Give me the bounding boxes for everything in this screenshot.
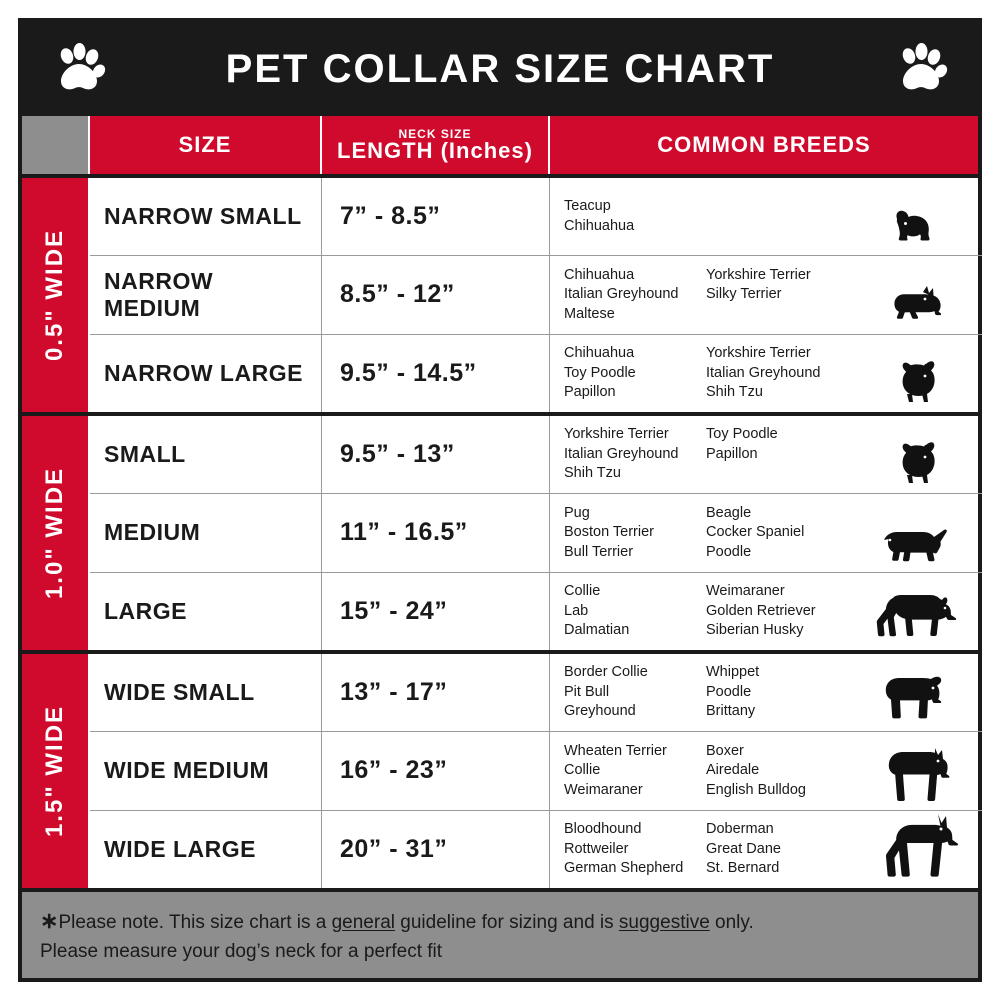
retriever-silhouette [856, 573, 976, 650]
size-group [22, 654, 978, 892]
breed-columns [564, 582, 856, 641]
cell-length: 8.5” - 12” [322, 256, 550, 333]
cell-length: 16” - 23” [322, 732, 550, 809]
breed-columns [564, 663, 856, 722]
breed-column-1 [564, 820, 706, 879]
breed-item: Toy Poodle [564, 364, 636, 381]
note-underline-suggestive: suggestive [618, 912, 710, 933]
cell-length: 13” - 17” [322, 654, 550, 731]
breed-item: Pug [564, 504, 590, 521]
cell-length: 20” - 31” [322, 811, 550, 888]
group-width-text: 1.5" WIDE [41, 704, 69, 838]
note-text-c: only. [709, 912, 754, 933]
breed-item: Rottweiler [564, 840, 629, 857]
cell-size: WIDE MEDIUM [90, 732, 322, 809]
cell-size: NARROW SMALL [90, 178, 322, 255]
breed-column-1 [564, 425, 706, 484]
breed-column-2 [706, 197, 856, 236]
papillon-silhouette [856, 335, 976, 412]
note-line-2: Please measure your dog’s neck for a perfect fit [40, 940, 443, 962]
cell-breeds [550, 256, 982, 333]
group-rows [90, 654, 982, 888]
breed-item: Collie [564, 582, 601, 599]
header-length-label: LENGTH (Inches) [337, 138, 533, 164]
group-width-label [22, 416, 90, 650]
breed-item: Silky Terrier [706, 286, 782, 303]
table-row [90, 732, 982, 810]
breed-item: Chihuahua [564, 344, 635, 361]
group-width-text: 0.5" WIDE [41, 228, 69, 362]
breed-column-2 [706, 663, 856, 722]
breed-column-1 [564, 663, 706, 722]
breed-item: Whippet [706, 664, 760, 681]
header-corner-cell [22, 116, 90, 174]
breed-item: English Bulldog [706, 781, 806, 798]
breed-column-1 [564, 582, 706, 641]
table-row [90, 256, 982, 334]
chart-frame [18, 18, 982, 982]
breed-column-2 [706, 425, 856, 484]
cell-breeds [550, 178, 982, 255]
breed-item: Collie [564, 762, 601, 779]
chihuahua-silhouette [856, 256, 976, 333]
size-chart-table [22, 116, 978, 892]
cell-length: 7” - 8.5” [322, 178, 550, 255]
group-rows [90, 178, 982, 412]
cell-breeds [550, 732, 982, 809]
breed-item: Shih Tzu [564, 465, 621, 482]
boxer-silhouette [856, 732, 976, 809]
breed-item: Italian Greyhound [564, 445, 679, 462]
cell-length: 9.5” - 14.5” [322, 335, 550, 412]
breed-item: Chihuahua [564, 266, 635, 283]
breed-item: Shih Tzu [706, 384, 763, 401]
breed-item: Cocker Spaniel [706, 524, 805, 541]
cell-size: WIDE SMALL [90, 654, 322, 731]
group-width-label [22, 178, 90, 412]
paw-icon [894, 42, 948, 96]
header-common-breeds: COMMON BREEDS [550, 116, 978, 174]
breed-item: Bull Terrier [564, 543, 634, 560]
cell-size: NARROW MEDIUM [90, 256, 322, 333]
breed-columns [564, 742, 856, 801]
breed-item: Great Dane [706, 840, 781, 857]
cell-breeds [550, 416, 982, 493]
group-width-label [22, 654, 90, 888]
breed-column-1 [564, 742, 706, 801]
breed-item: Border Collie [564, 664, 648, 681]
breed-column-1 [564, 344, 706, 403]
breed-columns [564, 266, 856, 325]
breed-column-1 [564, 197, 706, 236]
breed-column-2 [706, 820, 856, 879]
breed-item: Boston Terrier [564, 524, 654, 541]
breed-column-1 [564, 266, 706, 325]
table-row [90, 178, 982, 256]
breed-item: Bloodhound [564, 820, 642, 837]
table-row [90, 811, 982, 888]
chart-header [22, 22, 978, 116]
breed-item: Dalmatian [564, 622, 630, 639]
breed-item: Brittany [706, 703, 756, 720]
breed-item: Maltese [564, 305, 615, 322]
note-text-a: Please note. This size chart is a [58, 912, 332, 933]
bulldog-silhouette [856, 654, 976, 731]
table-header-row [22, 116, 978, 178]
breed-item: Wheaten Terrier [564, 742, 667, 759]
cell-breeds [550, 494, 982, 571]
table-row [90, 416, 982, 494]
cell-length: 15” - 24” [322, 573, 550, 650]
breed-item: Boxer [706, 742, 744, 759]
cell-length: 9.5” - 13” [322, 416, 550, 493]
size-group [22, 416, 978, 654]
breed-columns [564, 425, 856, 484]
breed-item: Italian Greyhound [706, 364, 821, 381]
header-length [322, 116, 550, 174]
breed-item: Doberman [706, 820, 774, 837]
breed-column-2 [706, 742, 856, 801]
cell-breeds [550, 811, 982, 888]
table-row [90, 654, 982, 732]
breed-item: Chihuahua [564, 217, 635, 234]
header-size: SIZE [90, 116, 322, 174]
breed-columns [564, 504, 856, 563]
cell-length: 11” - 16.5” [322, 494, 550, 571]
breed-item: Pit Bull [564, 683, 610, 700]
breed-item: German Shepherd [564, 860, 684, 877]
cell-size: NARROW LARGE [90, 335, 322, 412]
breed-columns [564, 820, 856, 879]
footer-note [22, 892, 978, 978]
breed-column-2 [706, 344, 856, 403]
beagle-silhouette [856, 494, 976, 571]
papillon-silhouette [856, 416, 976, 493]
breed-item: Weimaraner [706, 582, 785, 599]
breed-columns [564, 197, 856, 236]
breed-item: St. Bernard [706, 860, 780, 877]
cell-breeds [550, 573, 982, 650]
breed-column-2 [706, 266, 856, 325]
breed-item: Yorkshire Terrier [706, 344, 811, 361]
cell-breeds [550, 335, 982, 412]
cell-size: MEDIUM [90, 494, 322, 571]
note-underline-general: general [331, 912, 395, 933]
breed-item: Poodle [706, 543, 752, 560]
size-group [22, 178, 978, 416]
breed-item: Airedale [706, 762, 760, 779]
breed-item: Poodle [706, 683, 752, 700]
breed-columns [564, 344, 856, 403]
breed-column-2 [706, 504, 856, 563]
breed-item: Papillon [564, 384, 616, 401]
breed-item: Greyhound [564, 703, 636, 720]
breed-item: Siberian Husky [706, 622, 804, 639]
yorkie-silhouette [856, 178, 976, 255]
breed-item: Weimaraner [564, 781, 643, 798]
breed-column-1 [564, 504, 706, 563]
group-width-text: 1.0" WIDE [41, 466, 69, 600]
note-line-1 [40, 904, 960, 938]
table-row [90, 494, 982, 572]
cell-breeds [550, 654, 982, 731]
paw-icon [52, 42, 106, 96]
asterisk-icon: ∗ [40, 908, 59, 933]
cell-size: WIDE LARGE [90, 811, 322, 888]
page-title: PET COLLAR SIZE CHART [225, 46, 775, 91]
doberman-silhouette [856, 811, 976, 888]
breed-item: Italian Greyhound [564, 286, 679, 303]
header-neck-size-label: NECK SIZE [398, 126, 472, 141]
breed-item: Golden Retriever [706, 602, 816, 619]
breed-item: Beagle [706, 504, 752, 521]
table-row [90, 573, 982, 650]
group-rows [90, 416, 982, 650]
breed-item: Yorkshire Terrier [564, 426, 669, 443]
breed-item: Lab [564, 602, 589, 619]
breed-item: Papillon [706, 445, 758, 462]
cell-size: LARGE [90, 573, 322, 650]
breed-item: Toy Poodle [706, 426, 778, 443]
breed-item: Teacup [564, 198, 611, 215]
breed-item: Yorkshire Terrier [706, 266, 811, 283]
breed-column-2 [706, 582, 856, 641]
cell-size: SMALL [90, 416, 322, 493]
note-text-b: guideline for sizing and is [395, 912, 619, 933]
table-row [90, 335, 982, 412]
